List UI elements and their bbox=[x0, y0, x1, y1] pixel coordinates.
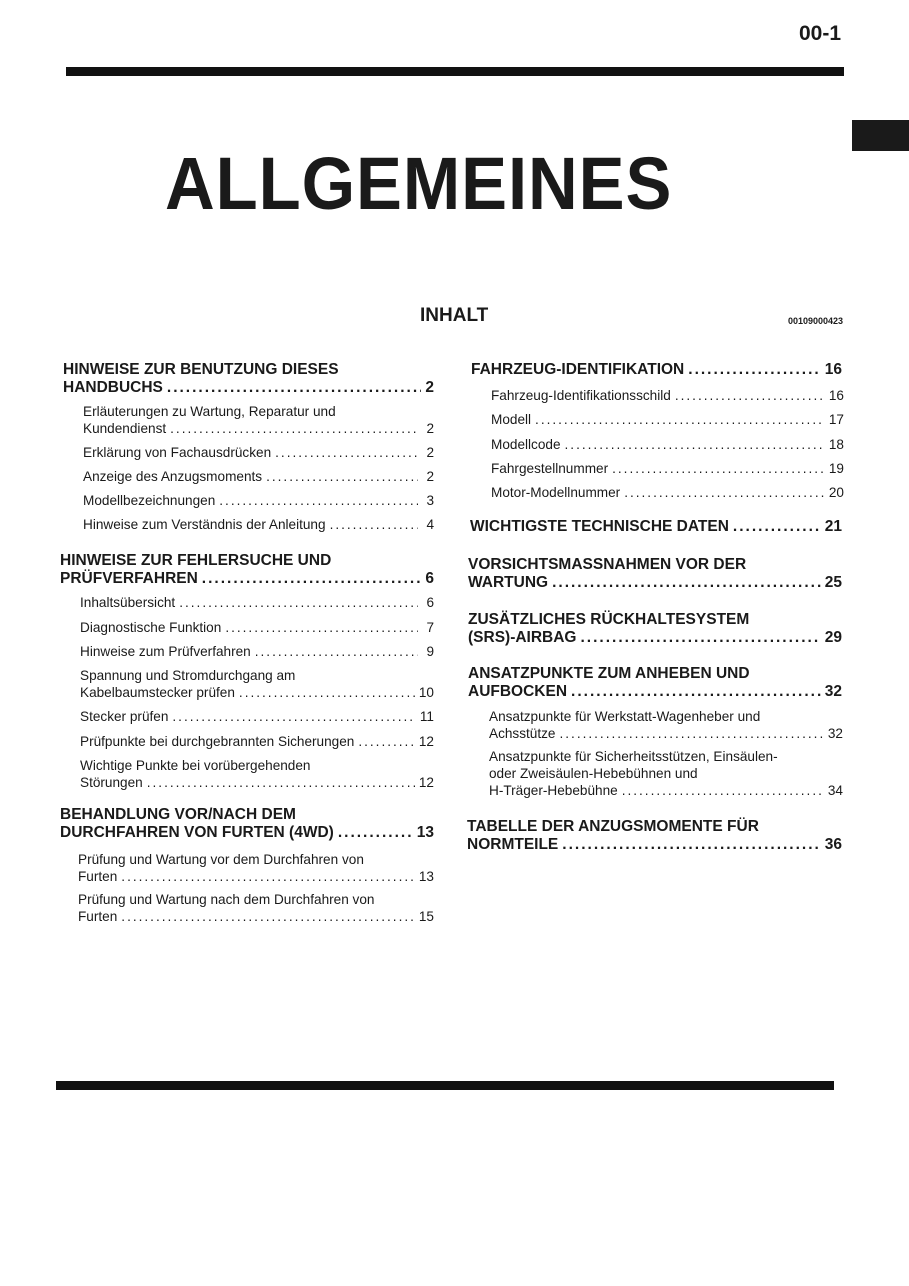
toc-item-text: Motor-Modellnummer bbox=[491, 485, 621, 500]
toc-item-text: Modellbezeichnungen bbox=[83, 493, 216, 508]
dot-leader bbox=[552, 574, 821, 592]
toc-section-heading-page: 32 bbox=[824, 683, 842, 700]
toc-section-heading-text: FAHRZEUG-IDENTIFIKATION bbox=[471, 361, 685, 378]
dot-leader bbox=[266, 468, 418, 485]
toc-section-heading bbox=[471, 361, 842, 379]
section-tab-marker bbox=[852, 120, 909, 151]
toc-section-heading-text: DURCHFAHREN VON FURTEN (4WD) bbox=[60, 824, 334, 841]
toc-item-text: Kabelbaumstecker prüfen bbox=[80, 685, 235, 700]
toc-item-text: Prüfung und Wartung nach dem Durchfahren von bbox=[78, 892, 375, 907]
toc-section-heading-page: 29 bbox=[824, 629, 842, 646]
document-id: 00109000423 bbox=[787, 316, 843, 326]
toc-item bbox=[78, 851, 434, 885]
toc-item-text: Prüfpunkte bei durchgebrannten Sicherungen bbox=[80, 734, 355, 749]
dot-leader bbox=[535, 411, 825, 428]
toc-section-heading bbox=[468, 665, 842, 701]
dot-leader bbox=[225, 619, 418, 636]
dot-leader bbox=[612, 460, 825, 477]
dot-leader bbox=[202, 570, 422, 588]
toc-section-heading bbox=[63, 361, 434, 397]
toc-item bbox=[80, 619, 434, 636]
toc-item bbox=[489, 748, 843, 799]
toc-section-heading bbox=[467, 818, 842, 854]
toc-section-heading-text: TABELLE DER ANZUGSMOMENTE FÜR bbox=[467, 818, 759, 835]
toc-item-text: Erklärung von Fachausdrücken bbox=[83, 445, 272, 460]
toc-section-heading-text: ZUSÄTZLICHES RÜCKHALTESYSTEM bbox=[468, 611, 750, 628]
dot-leader bbox=[562, 836, 820, 854]
dot-leader bbox=[624, 484, 825, 501]
toc-section-heading-text: ANSATZPUNKTE ZUM ANHEBEN UND bbox=[468, 665, 750, 682]
toc-item-text: Hinweise zum Verständnis der Anleitung bbox=[83, 517, 326, 532]
toc-item bbox=[80, 667, 434, 701]
toc-item-page: 3 bbox=[426, 493, 434, 508]
dot-leader bbox=[330, 516, 418, 533]
toc-item-page: 12 bbox=[418, 734, 434, 749]
toc-section-heading-page: 21 bbox=[824, 518, 842, 535]
toc-item bbox=[489, 708, 843, 742]
toc-section-heading bbox=[470, 518, 842, 536]
toc-item-page: 7 bbox=[426, 620, 434, 635]
toc-item-text: Wichtige Punkte bei vorübergehenden bbox=[80, 758, 311, 773]
toc-item bbox=[83, 468, 434, 485]
dot-leader bbox=[565, 436, 825, 453]
toc-item bbox=[491, 460, 844, 477]
toc-item bbox=[491, 484, 844, 501]
toc-item-text: Spannung und Stromdurchgang am bbox=[80, 668, 296, 683]
toc-item-text: Erläuterungen zu Wartung, Reparatur und bbox=[83, 404, 336, 419]
page-number: 00-1 bbox=[798, 22, 841, 45]
toc-section-heading bbox=[468, 556, 842, 592]
page-title: ALLGEMEINES bbox=[165, 142, 673, 225]
toc-heading: INHALT bbox=[420, 305, 489, 326]
dot-leader bbox=[147, 774, 415, 791]
toc-item-text: Achsstütze bbox=[489, 726, 556, 741]
toc-section-heading-text: NORMTEILE bbox=[467, 836, 559, 853]
toc-section-heading bbox=[60, 806, 434, 842]
toc-item bbox=[80, 733, 434, 750]
dot-leader bbox=[571, 683, 821, 701]
toc-item-text: Furten bbox=[78, 869, 118, 884]
dot-leader bbox=[121, 868, 415, 885]
toc-item bbox=[83, 492, 434, 509]
toc-item-page: 2 bbox=[426, 469, 434, 484]
toc-section-heading-text: HANDBUCHS bbox=[63, 379, 163, 396]
toc-item-text: Diagnostische Funktion bbox=[80, 620, 222, 635]
dot-leader bbox=[239, 684, 415, 701]
toc-section-heading-text: AUFBOCKEN bbox=[468, 683, 568, 700]
toc-section-heading-text: HINWEISE ZUR BENUTZUNG DIESES bbox=[63, 361, 339, 378]
dot-leader bbox=[219, 492, 418, 509]
toc-item-page: 16 bbox=[828, 388, 844, 403]
toc-item-text: Fahrgestellnummer bbox=[491, 461, 609, 476]
dot-leader bbox=[121, 908, 415, 925]
toc-item-text: H-Träger-Hebebühne bbox=[489, 783, 618, 798]
toc-section-heading-text: VORSICHTSMASSNAHMEN VOR DER bbox=[468, 556, 747, 573]
toc-item-text: Modellcode bbox=[491, 437, 561, 452]
toc-section-heading-text: PRÜFVERFAHREN bbox=[60, 570, 198, 587]
toc-item-page: 6 bbox=[426, 595, 434, 610]
toc-item-page: 32 bbox=[827, 726, 843, 741]
toc-item-text: Inhaltsübersicht bbox=[80, 595, 176, 610]
dot-leader bbox=[255, 643, 418, 660]
toc-item-page: 15 bbox=[418, 909, 434, 924]
toc-item-text: Ansatzpunkte für Werkstatt-Wagenheber und bbox=[489, 709, 761, 724]
toc-item-page: 17 bbox=[828, 412, 844, 427]
toc-item bbox=[83, 444, 434, 461]
toc-item-page: 9 bbox=[426, 644, 434, 659]
toc-item bbox=[80, 594, 434, 611]
toc-section-heading-text: BEHANDLUNG VOR/NACH DEM bbox=[60, 806, 296, 823]
toc-item-page: 18 bbox=[828, 437, 844, 452]
toc-section-heading-text: WICHTIGSTE TECHNISCHE DATEN bbox=[470, 518, 729, 535]
dot-leader bbox=[358, 733, 415, 750]
toc-section-heading-page: 13 bbox=[416, 824, 434, 841]
toc-item bbox=[80, 708, 434, 725]
toc-item bbox=[80, 757, 434, 791]
toc-item-text: Kundendienst bbox=[83, 421, 167, 436]
toc-item bbox=[83, 516, 434, 533]
bottom-rule bbox=[56, 1081, 834, 1090]
toc-item-page: 12 bbox=[418, 775, 434, 790]
top-rule bbox=[66, 67, 844, 76]
toc-section-heading bbox=[468, 611, 842, 647]
toc-section-heading-text: HINWEISE ZUR FEHLERSUCHE UND bbox=[60, 552, 332, 569]
dot-leader bbox=[581, 629, 821, 647]
toc-item-text: Anzeige des Anzugsmoments bbox=[83, 469, 263, 484]
toc-item-page: 10 bbox=[418, 685, 434, 700]
toc-item-page: 2 bbox=[426, 445, 434, 460]
toc-item bbox=[491, 436, 844, 453]
toc-item-page: 2 bbox=[426, 421, 434, 436]
toc-section-heading-page: 36 bbox=[824, 836, 842, 853]
dot-leader bbox=[560, 725, 824, 742]
dot-leader bbox=[172, 708, 415, 725]
toc-item-page: 19 bbox=[828, 461, 844, 476]
toc-section-heading-text: (SRS)-AIRBAG bbox=[468, 629, 577, 646]
toc-item bbox=[83, 403, 434, 437]
dot-leader bbox=[688, 361, 820, 379]
toc-item-page: 11 bbox=[419, 709, 434, 724]
toc-item-page: 4 bbox=[426, 517, 434, 532]
toc-section-heading-page: 6 bbox=[425, 570, 434, 587]
toc-item bbox=[80, 643, 434, 660]
dot-leader bbox=[338, 824, 413, 842]
dot-leader bbox=[179, 594, 418, 611]
toc-item-page: 13 bbox=[418, 869, 434, 884]
toc-section-heading bbox=[60, 552, 434, 588]
toc-item-page: 20 bbox=[828, 485, 844, 500]
toc-item bbox=[491, 387, 844, 404]
toc-item-text: Störungen bbox=[80, 775, 143, 790]
toc-section-heading-page: 25 bbox=[824, 574, 842, 591]
toc-item-text: oder Zweisäulen-Hebebühnen und bbox=[489, 766, 698, 781]
dot-leader bbox=[170, 420, 418, 437]
dot-leader bbox=[275, 444, 418, 461]
dot-leader bbox=[733, 518, 821, 536]
toc-item-page: 34 bbox=[827, 783, 843, 798]
dot-leader bbox=[622, 782, 824, 799]
dot-leader bbox=[167, 379, 421, 397]
toc-item-text: Fahrzeug-Identifikationsschild bbox=[491, 388, 671, 403]
toc-item-text: Stecker prüfen bbox=[80, 709, 169, 724]
toc-item-text: Prüfung und Wartung vor dem Durchfahren von bbox=[78, 852, 364, 867]
toc-section-heading-text: WARTUNG bbox=[468, 574, 549, 591]
toc-section-heading-page: 16 bbox=[824, 361, 842, 378]
toc-item bbox=[491, 411, 844, 428]
toc-section-heading-page: 2 bbox=[425, 379, 434, 396]
toc-item-text: Modell bbox=[491, 412, 532, 427]
toc-item bbox=[78, 891, 434, 925]
toc-item-text: Furten bbox=[78, 909, 118, 924]
toc-item-text: Hinweise zum Prüfverfahren bbox=[80, 644, 251, 659]
toc-item-text: Ansatzpunkte für Sicherheitsstützen, Einsäulen- bbox=[489, 749, 778, 764]
dot-leader bbox=[675, 387, 825, 404]
